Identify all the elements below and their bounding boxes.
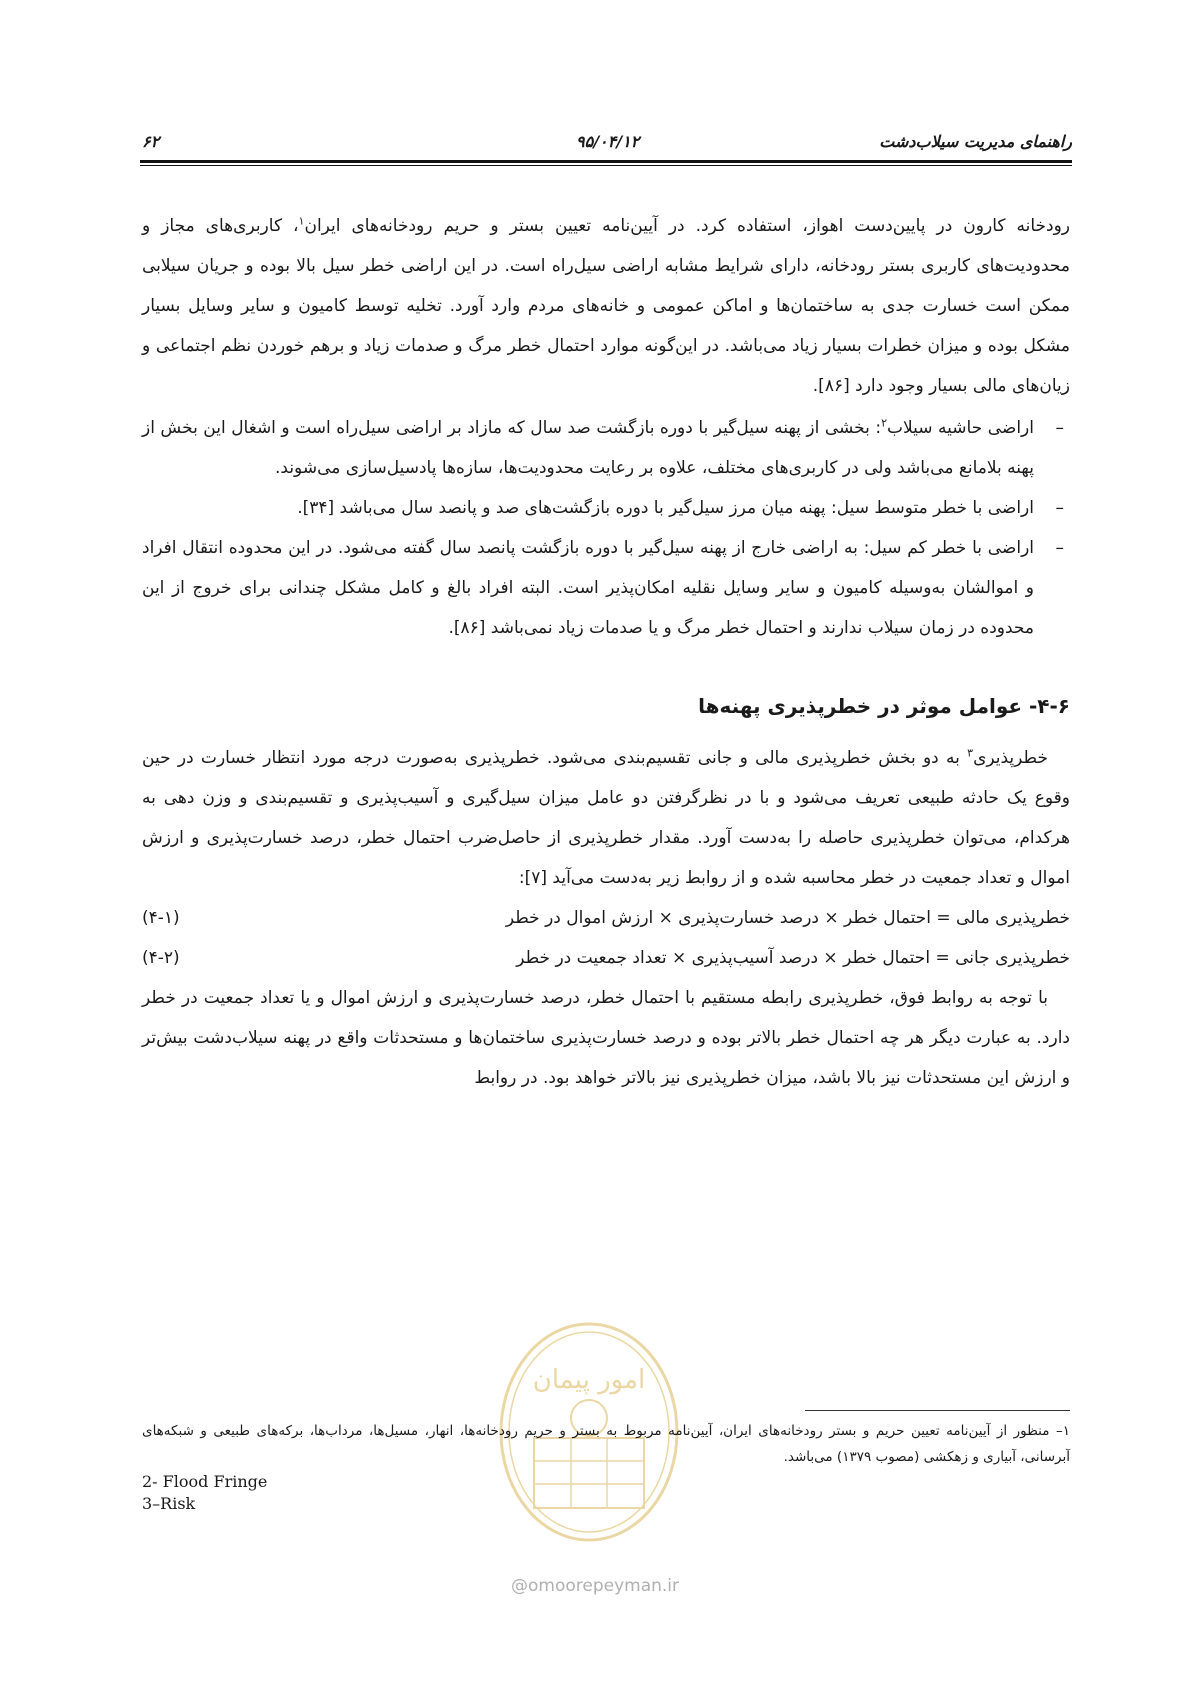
header-rule-thin — [140, 165, 1072, 166]
footnote-ref-1: ۱ — [298, 214, 305, 228]
equation-2 — [142, 938, 1070, 978]
header-rule-thick — [140, 160, 1072, 163]
intro-text: رودخانه کارون در پایین‌دست اهواز، استفاده کرد. در آیین‌نامه تعیین بستر و حریم رودخانه‌های ایران — [304, 216, 1070, 236]
equation-1 — [142, 898, 1070, 938]
header-page-number: ۶۲ — [142, 132, 160, 151]
list-item — [142, 488, 1070, 528]
equation-number: (۴-۱) — [142, 908, 180, 928]
footnote-1: ۱– منظور از آیین‌نامه تعیین حریم و بستر رودخانه‌های ایران، آیین‌نامه مربوط به بستر و حریم رودخانه‌ها، انهار، مسیل‌ها، مرداب‌ها، برکه‌های طبیعی و شبکه‌های آبرسانی، آبیاری و زهکشی (مصوب ۱۳۷۹) می‌باشد. — [142, 1423, 1070, 1465]
bullet-list — [142, 408, 1070, 648]
header-date: ۹۵/۰۴/۱۲ — [576, 132, 640, 151]
section-text-cont: به دو بخش خطرپذیری مالی و جانی تقسیم‌بندی می‌شود. خطرپذیری به‌صورت درجه مورد انتظار خسارت در حین وقوع یک حادثه طبیعی تعریف می‌شود و با در نظرگرفتن دو عامل میزان سیل‌گیری و آسیب‌پذیری و تقسیم‌بندی و وزن دهی به هرکدام، می‌توان خطرپذیری حاصله را به‌دست آورد. مقدار خطرپذیری از حاصل‌ضرب احتمال خطر، درصد خسارت‌پذیری و ارزش اموال و تعداد جمعیت در خطر محاسبه شده و از روابط زیر به‌دست می‌آید [۷]: — [142, 748, 1070, 888]
footnote-2: 2- Flood Fringe — [142, 1472, 268, 1491]
bullet-dash: – — [1055, 538, 1064, 558]
bullet-dash: – — [1055, 498, 1064, 518]
equation-number: (۴-۲) — [142, 948, 180, 968]
bullet-dash: – — [1055, 418, 1064, 438]
section-text: خطرپذیری — [973, 748, 1048, 768]
bullet-text-cont: : بخشی از پهنه سیل‌گیر با دوره بازگشت صد سال که مازاد بر اراضی سیل‌راه است و اشغال این بخش از پهنه بلامانع می‌باشد ولی در کاربری‌های مختلف، علاوه بر رعایت محدودیت‌ها، سازه‌ها پادسیل‌سازی می‌شوند. — [142, 418, 1034, 478]
watermark-url: @omoorepeyman.ir — [510, 1576, 680, 1596]
body-content — [142, 206, 1070, 1098]
page-header — [140, 128, 1072, 158]
footnote-rule — [805, 1410, 1070, 1411]
footnote-3: 3–Risk — [142, 1494, 196, 1513]
header-title: راهنمای مدیریت سیلاب‌دشت — [879, 132, 1072, 151]
bullet-text: اراضی با خطر کم سیل: به اراضی خارج از پهنه سیل‌گیر با دوره بازگشت پانصد سال گفته می‌شود. در این محدوده انتقال افراد و اموالشان به‌وسیله کامیون و سایر وسایل نقلیه امکان‌پذیر است. البته افراد بالغ و کامل مشکل چندانی برای خروج از این محدوده در زمان سیلاب ندارند و احتمال خطر مرگ و یا صدمات زیاد نمی‌باشد [۸۶]. — [142, 538, 1034, 638]
intro-paragraph — [142, 206, 1070, 406]
intro-text-cont: ، کاربری‌های مجاز و محدودیت‌های کاربری بستر رودخانه، دارای شرایط مشابه اراضی سیل‌راه است. در این اراضی خطر سیل بالا بوده و جریان سیلابی ممکن است خسارت جدی به ساختمان‌ها و اماکن عمومی و خانه‌های مردم وارد آورد. تخلیه توسط کامیون و سایر وسایل بسیار مشکل بوده و میزان خطرات بسیار زیاد می‌باشد. در این‌گونه موارد احتمال خطر مرگ و صدمات زیاد و برهم خوردن نظم اجتماعی و زیان‌های مالی بسیار وجود دارد [۸۶]. — [142, 216, 1070, 396]
section-heading: ۴-۶- عوامل موثر در خطرپذیری پهنه‌ها — [698, 694, 1070, 718]
footnote-ref-3: ۳ — [967, 746, 974, 760]
footnote-ref-2: ۲ — [881, 416, 888, 430]
bullet-text: اراضی حاشیه سیلاب — [887, 418, 1034, 438]
equation-text: خطرپذیری مالی = احتمال خطر × درصد خسارت‌پذیری × ارزش اموال در خطر — [505, 908, 1070, 928]
list-item — [142, 528, 1070, 648]
closing-paragraph: با توجه به روابط فوق، خطرپذیری رابطه مستقیم با احتمال خطر، درصد خسارت‌پذیری و ارزش اموال و یا تعداد جمعیت در خطر دارد. به عبارت دیگر هر چه احتمال خطر بالاتر بوده و درصد خسارت‌پذیری ساختمان‌ها و مستحدثات واقع در پهنه سیلاب‌دشت بیش‌تر و ارزش این مستحدثات نیز بالا باشد، میزان خطرپذیری نیز بالاتر خواهد بود. در روابط — [142, 988, 1070, 1088]
list-item — [142, 408, 1070, 488]
watermark-logo-text: امور پیمان — [532, 1365, 646, 1395]
section-paragraph — [142, 738, 1070, 898]
equation-text: خطرپذیری جانی = احتمال خطر × درصد آسیب‌پذیری × تعداد جمعیت در خطر — [516, 948, 1070, 968]
bullet-text: اراضی با خطر متوسط سیل: پهنه میان مرز سیل‌گیر با دوره بازگشت‌های صد و پانصد سال می‌باشد [۳۴]. — [297, 498, 1034, 518]
